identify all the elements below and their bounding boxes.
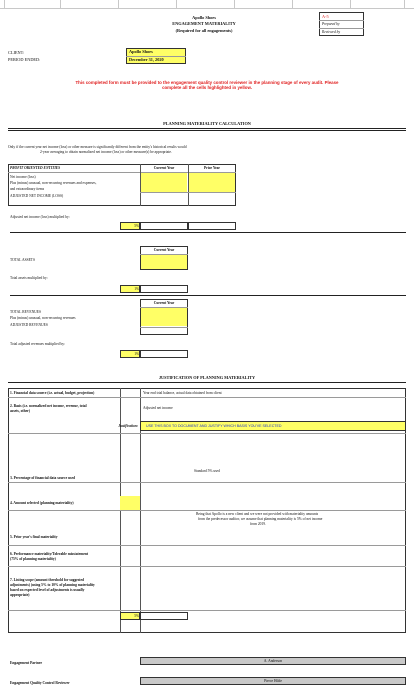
q7-label-2: adjustments) (using 5% to 10% of planning materiality [10, 583, 95, 587]
planning-section-title: PLANNING MATERIALITY CALCULATION [163, 121, 251, 126]
ni-result-cell-prior [188, 222, 236, 230]
reference-code: A-5 [322, 14, 329, 19]
row-divider [8, 545, 406, 546]
total-revenues-input[interactable] [141, 308, 187, 326]
section-rule [10, 232, 406, 233]
total-assets-label: TOTAL ASSETS [10, 258, 35, 262]
ni-percent-value: 5% [134, 224, 139, 228]
col-current-year: Current Year [153, 166, 175, 170]
q6-label-1: 6. Performance materiality/Tolerable misstatement [10, 552, 89, 556]
grid-line [234, 0, 235, 8]
listing-scope-percent-value: 5% [134, 614, 139, 618]
row-divider [8, 433, 406, 434]
row-divider [8, 510, 406, 511]
assets-multiplied-label: Total assets multiplied by: [10, 276, 48, 280]
justification-value: USE THIS BOX TO DOCUMENT AND JUSTIFY WHICH BASIS YOU'VE SELECTED [146, 424, 282, 428]
col-current-year-revenue: Current Year [153, 301, 175, 305]
plus-minus-label: Plus (minus) unusual, non-recurring revenues and expenses, [10, 181, 97, 185]
total-rule [140, 192, 236, 193]
listing-scope-result-cell [140, 612, 188, 620]
adjusted-ni-label: ADJUSTED NET INCOME (LOSS) [10, 194, 64, 198]
notice-line-1: This completed form must be provided to the engagement quality control reviewer in the planning stage of every audit. Please [75, 80, 339, 85]
grid-line [176, 0, 177, 8]
total-revenues-label: TOTAL REVENUES [10, 310, 41, 314]
row-divider [8, 397, 406, 398]
q4-percent-input[interactable] [120, 496, 140, 510]
assets-result-cell [140, 285, 188, 293]
q2-label-2: assets, other) [10, 409, 30, 413]
ref-divider [319, 28, 364, 29]
section-rule [8, 128, 406, 129]
q4-answer-1[interactable]: Being that Apollo is a new client and we were not provided with materiality amounts [196, 512, 319, 516]
row-divider [8, 610, 406, 611]
notice-text [4, 80, 410, 91]
row-divider [8, 482, 406, 483]
reviewed-by-label: Reviewed by [322, 30, 341, 34]
section-rule [8, 382, 406, 383]
col-current-year-assets: Current Year [153, 248, 175, 252]
grid-line [118, 0, 119, 8]
q5-label: 5. Prior year's final materiality [10, 535, 58, 539]
adj-ni-multiplied-label: Adjusted net income (loss) multiplied by: [10, 215, 70, 219]
q1-answer[interactable]: Year end trial balance, actual data obtained from client [143, 391, 222, 395]
q6-label-2: (75% of planning materiality) [10, 557, 56, 561]
col-prior-year: Prior Year [203, 166, 221, 170]
planning-intro-1: Only if the current year net income (loss) or other measure is significantly different from the entity's historical results would [8, 145, 187, 149]
revenue-result-cell [140, 350, 188, 358]
q1-label: 1. Financial data source (i.e. actual, budget, projection) [10, 391, 95, 395]
period-ended-label: PERIOD ENDED: [8, 57, 41, 62]
total-rule [140, 327, 188, 328]
section-rule [8, 130, 406, 131]
ref-divider [319, 20, 364, 21]
q2-answer[interactable]: Adjusted net income [143, 406, 173, 410]
engagement-partner-value: A. Anderson [263, 659, 283, 663]
current-year-ni-input[interactable] [141, 173, 187, 192]
q4-answer-3[interactable]: from 2019. [250, 522, 266, 526]
total-assets-input[interactable] [141, 255, 187, 269]
client-label: CLIENT: [8, 50, 25, 55]
prior-year-ni-input[interactable] [189, 173, 235, 192]
grid-line [292, 0, 293, 8]
q7-label-4: appropriate) [10, 593, 30, 597]
justification-section-title: JUSTIFICATION OF PLANNING MATERIALITY [158, 375, 256, 380]
grid-line [4, 0, 5, 8]
column-header-strip [0, 0, 414, 9]
header-title-form: ENGAGEMENT MATERIALITY [172, 21, 236, 26]
eqcr-value: Pierce Hilde [264, 679, 282, 683]
engagement-partner-label: Engagement Partner [10, 661, 43, 665]
revenue-percent-value: 1% [134, 352, 139, 356]
assets-percent-value: 1% [134, 287, 139, 291]
net-income-label: Net income (loss) [10, 175, 36, 179]
row-divider [8, 566, 406, 567]
period-ended-field[interactable]: December 31, 2020 [129, 57, 164, 62]
q4-label: 4. Amount selected (planning materiality) [10, 501, 74, 505]
adjusted-revenues-label: ADJUSTED REVENUES [10, 323, 48, 327]
q7-label-1: 7. Listing scope (amount threshold for suggested [10, 578, 85, 582]
header-title-required: (Required for all engagements) [175, 28, 233, 33]
client-name-field[interactable]: Apollo Shoes [129, 49, 153, 54]
notice-line-2: complete all the cells highlighted in yellow. [162, 85, 252, 91]
section-rule [10, 295, 406, 296]
q3-answer[interactable]: Standard 5% used [194, 469, 220, 473]
planning-intro-2: 2-year averaging to obtain normalized net income (loss) or other measure(s) be appropriate. [40, 150, 172, 154]
prepared-by-label: Prepared by [322, 22, 340, 26]
ni-result-cell [140, 222, 188, 230]
plus-minus-rev-label: Plus (minus) unusual, non-recurring revenues [10, 316, 76, 320]
grid-line [60, 0, 61, 8]
extraordinary-label: and extraordinary items [10, 187, 45, 191]
q2-label-1: 2. Basis (i.e. normalized net income, revenue, total [10, 404, 87, 408]
pofe-label: PROFIT ORIENTED ENTITIES [10, 166, 61, 170]
q3-label: 3. Percentage of financial data source used [10, 476, 76, 480]
rev-multiplied-label: Total adjusted revenues multiplied by: [10, 342, 66, 346]
grid-line [404, 0, 405, 8]
q7-label-3: based on expected level of adjustments is usually [10, 588, 85, 592]
grid-line [350, 0, 351, 8]
q4-answer-2[interactable]: from the predecessor auditor, we assume that planning materiality is 5% of net income [198, 517, 323, 521]
justification-label-text: Justification: [118, 424, 138, 428]
header-title-client: Apollo Shoes [192, 15, 216, 20]
eqcr-label: Engagement Quality Control Reviewer [10, 681, 70, 685]
